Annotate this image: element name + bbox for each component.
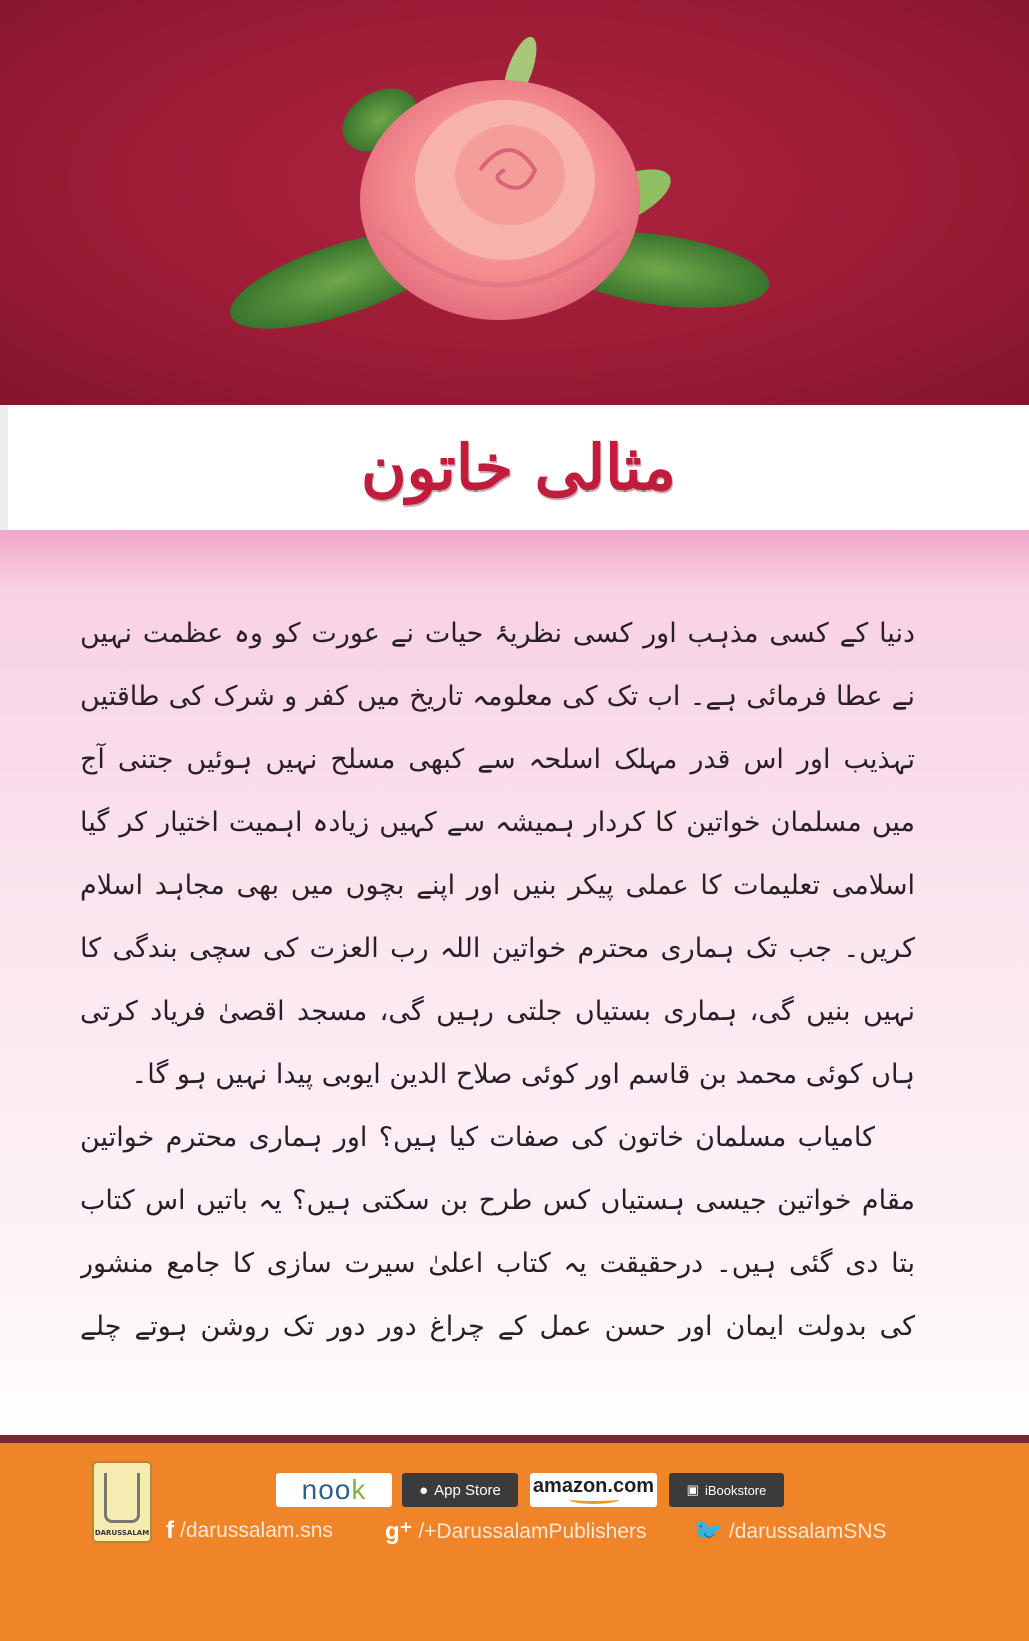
text-line: نہیں بنیں گی، ہماری بستیاں جلتی رہیں گی، مسجد اقصیٰ فریاد کرتی <box>80 996 915 1027</box>
logo-text: DARUSSALAM <box>94 1529 150 1537</box>
text-line: بتا دی گئی ہیں۔ درحقیقت یہ کتاب اعلیٰ سیرت سازی کا جامع منشور <box>80 1248 915 1279</box>
description-paragraph-1 <box>80 602 915 1106</box>
nook-badge[interactable] <box>276 1473 392 1507</box>
text-line: دنیا کے کسی مذہب اور کسی نظریۂ حیات نے عورت کو وہ عظمت نہیں <box>80 618 915 649</box>
googleplus-link[interactable] <box>385 1517 647 1546</box>
nook-label-k: k <box>351 1474 367 1505</box>
book-title: مثالی خاتون <box>361 431 676 504</box>
description-panel <box>0 530 1029 1435</box>
amazon-badge[interactable] <box>530 1473 657 1507</box>
publisher-footer <box>0 1443 1029 1641</box>
amazon-smile-icon <box>569 1495 619 1504</box>
twitter-link[interactable] <box>693 1517 886 1546</box>
googleplus-handle: /+DarussalamPublishers <box>418 1519 647 1543</box>
text-line: نے عطا فرمائی ہے۔ اب تک کی معلومہ تاریخ میں کفر و شرک کی طاقتیں <box>80 681 915 712</box>
text-line: تہذیب اور اس قدر مہلک اسلحہ سے کبھی مسلح نہیں ہوئیں جتنی آج <box>80 744 915 775</box>
text-line: مقام خواتین جیسی ہستیاں کس طرح بن سکتی ہیں؟ یہ باتیں اس کتاب <box>80 1185 915 1216</box>
app-store-label: App Store <box>434 1481 501 1499</box>
cover-top-panel <box>0 0 1029 405</box>
ibookstore-label: iBookstore <box>704 1482 767 1498</box>
twitter-icon: 🐦 <box>693 1518 723 1545</box>
description-paragraph-2 <box>80 1106 915 1358</box>
footer-divider <box>0 1435 1029 1443</box>
nook-label: noo <box>301 1474 352 1505</box>
text-line: ہاں کوئی محمد بن قاسم اور کوئی صلاح الدین ایوبی پیدا نہیں ہو گا۔ <box>131 1059 915 1090</box>
apple-icon: ● <box>419 1481 429 1499</box>
darussalam-logo <box>92 1461 152 1543</box>
text-line: کریں۔ جب تک ہماری محترم خواتین اللہ رب العزت کی سچی بندگی کا <box>80 933 915 964</box>
amazon-label: amazon.com <box>532 1474 655 1497</box>
logo-emblem <box>104 1473 140 1523</box>
facebook-link[interactable] <box>166 1517 333 1545</box>
app-store-badge[interactable] <box>402 1473 518 1507</box>
text-line: اسلامی تعلیمات کا عملی پیکر بنیں اور اپنے بچوں میں بھی مجاہد اسلام <box>80 870 915 901</box>
googleplus-icon: g⁺ <box>385 1518 413 1545</box>
text-line: کی بدولت ایمان اور حسن عمل کے چراغ دور دور تک روشن ہوتے چلے <box>80 1311 915 1342</box>
text-line: میں مسلمان خواتین کا کردار ہمیشہ سے کہیں زیادہ اہمیت اختیار کر گیا <box>80 807 915 838</box>
twitter-handle: /darussalamSNS <box>728 1519 887 1543</box>
title-band <box>0 405 1029 530</box>
text-line: کامیاب مسلمان خاتون کی صفات کیا ہیں؟ اور ہماری محترم خواتین <box>80 1122 875 1153</box>
book-icon: ▣ <box>686 1482 699 1497</box>
facebook-icon: f <box>166 1517 174 1544</box>
facebook-handle: /darussalam.sns <box>180 1519 333 1542</box>
rose-image <box>220 30 780 350</box>
ibookstore-badge[interactable] <box>669 1473 784 1507</box>
